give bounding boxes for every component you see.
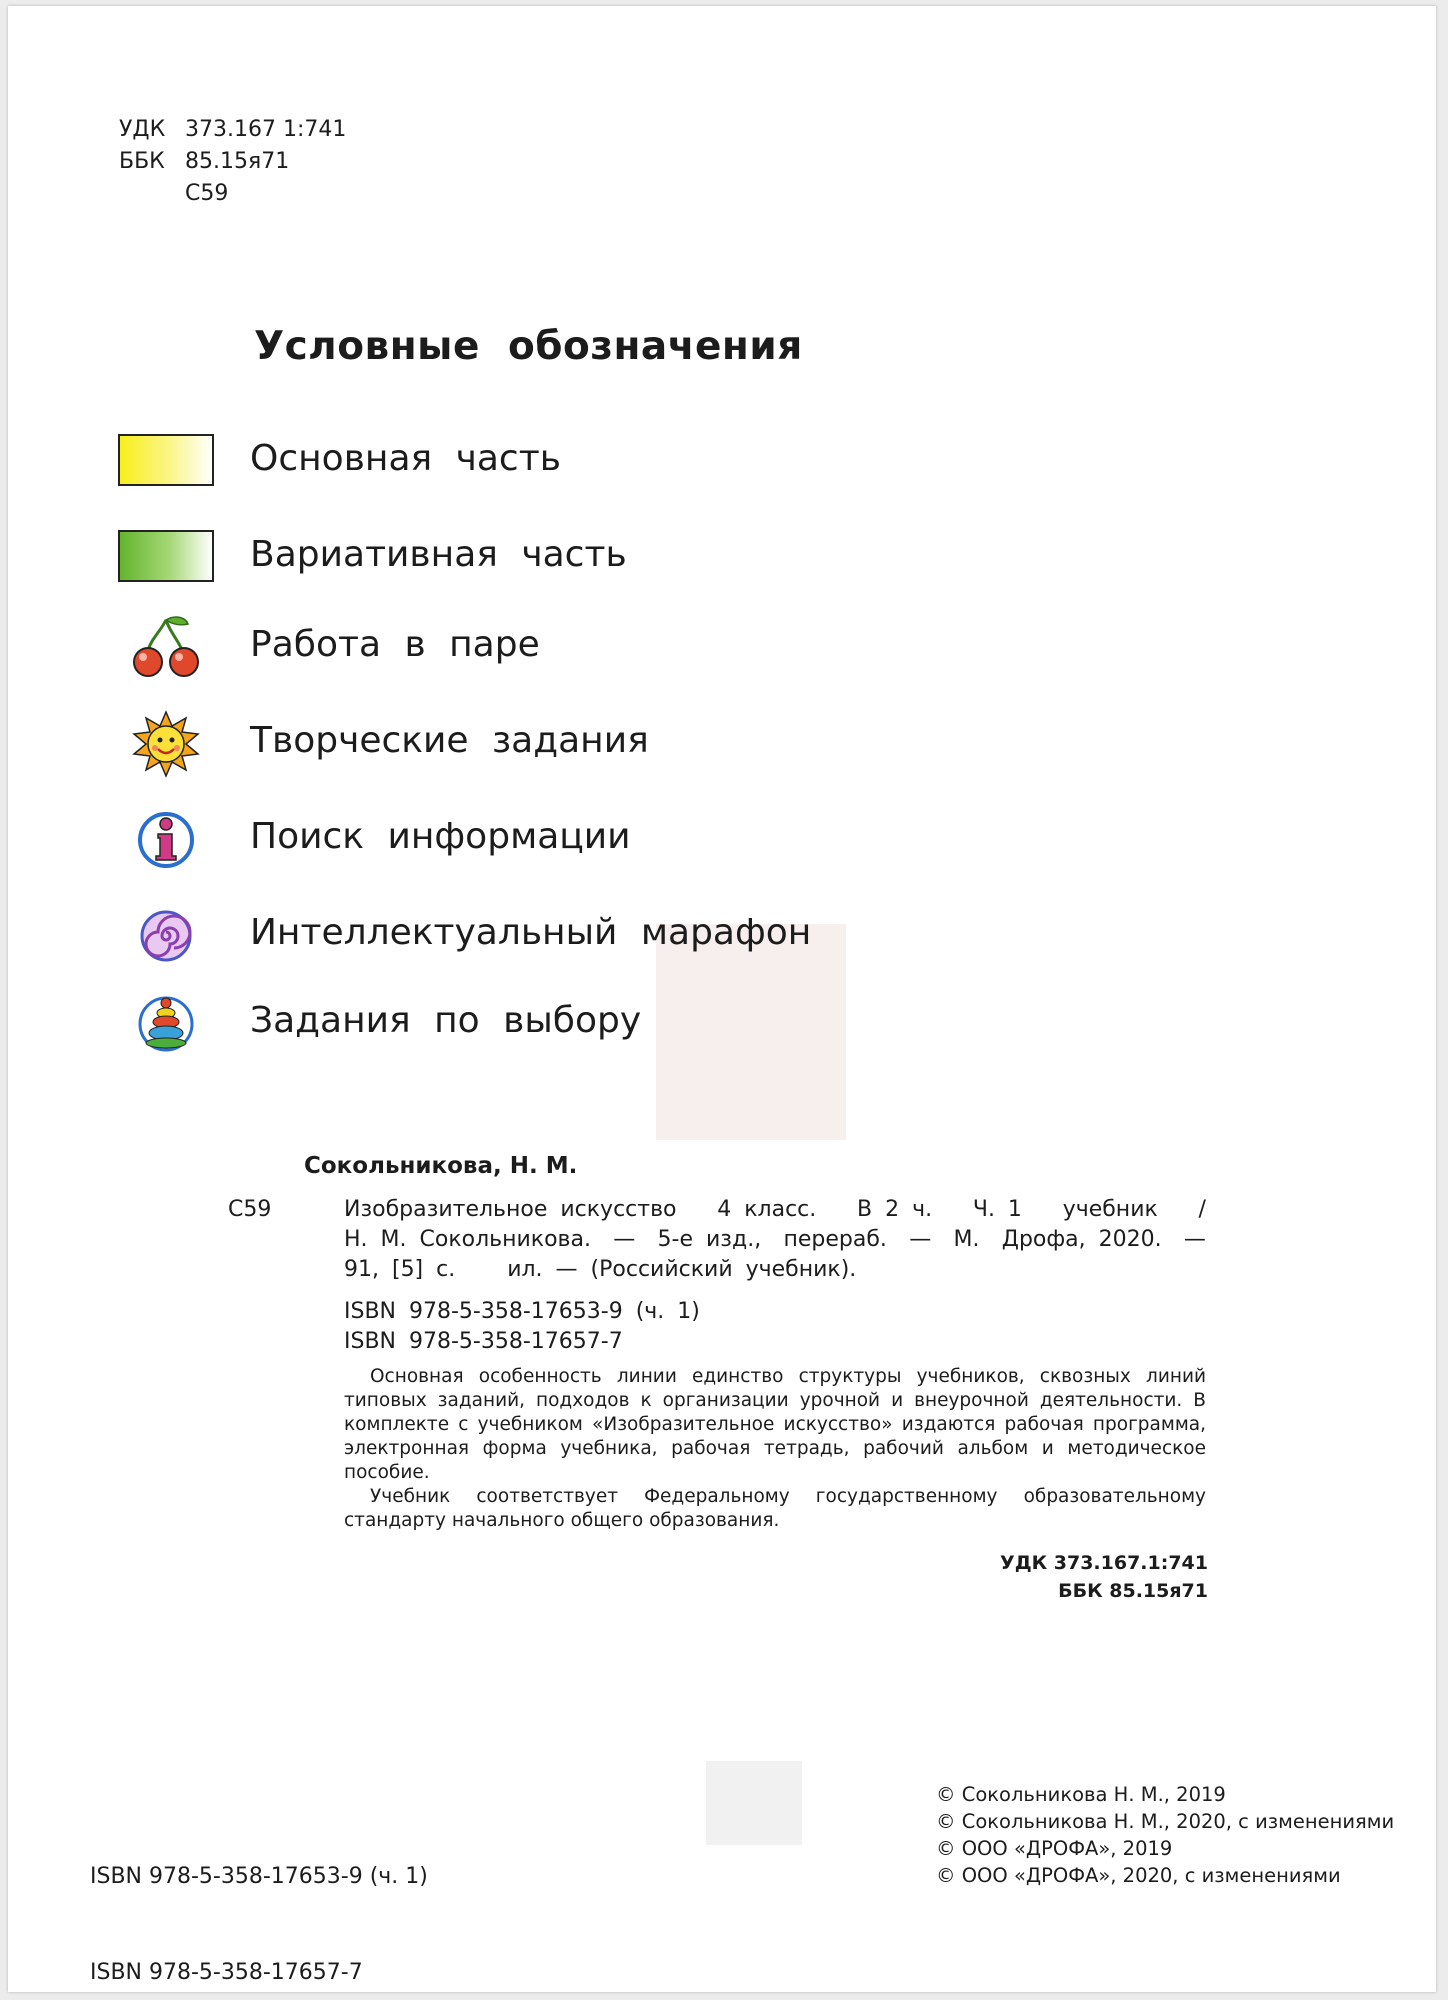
- bbk-value: 85.15я71: [185, 149, 290, 174]
- udk-row: [119, 114, 346, 146]
- card-line-part: /: [1198, 1197, 1206, 1222]
- card-isbn-1: ISBN 978-5-358-17653-9 (ч. 1): [344, 1299, 700, 1324]
- legend-item-main: [118, 426, 1018, 496]
- footer-isbn-1: ISBN 978-5-358-17653-9 (ч. 1): [90, 1864, 428, 1889]
- legend-label: Творческие задания: [250, 720, 649, 761]
- card-isbn-2: ISBN 978-5-358-17657-7: [344, 1329, 623, 1354]
- isbn-footer: [90, 1797, 428, 1992]
- annotation-paragraph: Основная особенность линии единство структуры учебников, сквозных линий типовых заданий, подходов к организации урочной и внеурочной деятельности. В комплекте с учебником «Изобразительное искусство» издаются рабочая программа, электронная форма учебника, рабочая тетрадь, рабочий альбом и методическое пособие.: [344, 1366, 1206, 1483]
- card-line-3: 91, [5] с. ил. — (Российский учебник).: [344, 1257, 857, 1282]
- card-line-part: Дрофа, 2020.: [1001, 1227, 1162, 1252]
- legend-label: Вариативная часть: [250, 534, 627, 575]
- cherries-icon: [118, 612, 218, 682]
- udk-header: [119, 114, 346, 210]
- bbk-label: ББК: [119, 149, 165, 174]
- card-line-part: перераб.: [783, 1227, 887, 1252]
- card-line-part: —: [909, 1227, 932, 1252]
- card-line-part: Ч. 1: [972, 1197, 1022, 1222]
- card-annotation: [344, 1365, 1206, 1533]
- card-line-part: Н. М. Сокольникова.: [344, 1227, 591, 1252]
- card-bbk: ББК 85.15я71: [1058, 1580, 1208, 1602]
- green-swatch-icon: [118, 522, 218, 592]
- card-line-part: В 2 ч.: [857, 1197, 933, 1222]
- card-code: С59: [228, 1197, 272, 1222]
- annotation-paragraph: Учебник соответствует Федеральному государственному образовательному стандарту начального общего образования.: [344, 1486, 1206, 1531]
- copyright-line: © ООО «ДРОФА», 2019: [936, 1837, 1173, 1860]
- copyright-line: © Сокольникова Н. М., 2019: [936, 1783, 1226, 1806]
- yellow-swatch-icon: [118, 426, 218, 496]
- sun-icon: [118, 708, 218, 778]
- udk-label: УДК: [119, 117, 166, 142]
- card-line-part: 5-е изд.,: [657, 1227, 762, 1252]
- book-page: [8, 6, 1436, 1992]
- card-line-part: 4 класс.: [717, 1197, 817, 1222]
- legend-item-creative: [118, 708, 1018, 778]
- author-code: С59: [185, 181, 229, 206]
- card-author: Сокольникова, Н. М.: [304, 1153, 578, 1179]
- udk-value: 373.167 1:741: [185, 117, 347, 142]
- legend-item-pair-work: [118, 612, 1018, 682]
- card-line-part: —: [613, 1227, 636, 1252]
- spiral-icon: [118, 900, 218, 970]
- card-isbn: [344, 1297, 700, 1357]
- legend-item-variative: [118, 522, 1018, 592]
- card-line-part: учебник: [1062, 1197, 1158, 1222]
- legend-label: Задания по выбору: [250, 1000, 642, 1041]
- card-classification: [1000, 1549, 1208, 1605]
- card-line-part: —: [1183, 1227, 1206, 1252]
- bbk-row: [119, 146, 346, 178]
- card-line-part: Изобразительное искусство: [344, 1197, 677, 1222]
- card-line-2: [344, 1225, 1206, 1255]
- legend-title: Условные обозначения: [254, 324, 803, 369]
- copyright-line: © ООО «ДРОФА», 2020, с изменениями: [936, 1864, 1341, 1887]
- copyright-line: © Сокольникова Н. М., 2020, с изменениями: [936, 1810, 1395, 1833]
- info-icon: [118, 804, 218, 874]
- legend-item-info-search: [118, 804, 1018, 874]
- legend-label: Основная часть: [250, 438, 561, 479]
- legend-label: Интеллектуальный марафон: [250, 912, 812, 953]
- legend-label: Работа в паре: [250, 624, 540, 665]
- card-body: [344, 1195, 1206, 1285]
- copyright-block: [936, 1781, 1394, 1889]
- pyramid-icon: [118, 988, 218, 1058]
- legend-label: Поиск информации: [250, 816, 631, 857]
- footer-isbn-2: ISBN 978-5-358-17657-7: [90, 1960, 363, 1985]
- legend-item-choice-tasks: [118, 988, 1018, 1058]
- card-line-1: [344, 1195, 1206, 1225]
- card-udk: УДК 373.167.1:741: [1000, 1552, 1208, 1574]
- legend-item-marathon: [118, 900, 1018, 970]
- card-line-part: М.: [953, 1227, 980, 1252]
- author-code-row: [119, 178, 346, 210]
- bleed-through-publisher-logo: [706, 1761, 802, 1845]
